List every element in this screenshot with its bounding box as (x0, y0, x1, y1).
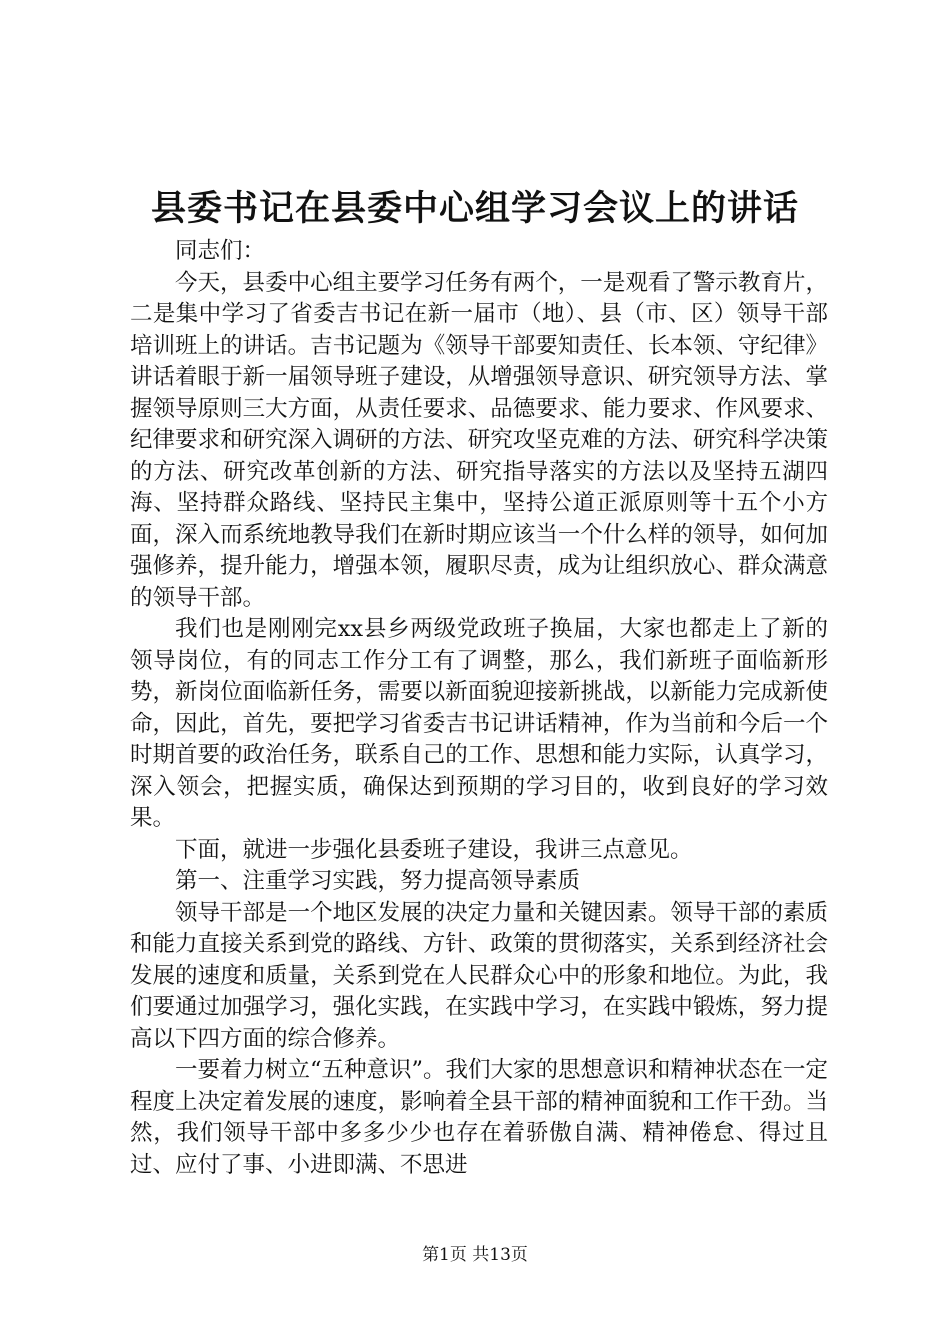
paragraph: 下面，就进一步强化县委班子建设，我讲三点意见。 (175, 836, 693, 863)
document-title: 县委书记在县委中心组学习会议上的讲话 (150, 188, 799, 229)
section-heading: 第一、注重学习实践，努力提高领导素质 (175, 868, 581, 894)
paragraph: 一要着力树立“五种意识”。我们大家的思想意识和精神状态在一定程度上决定着发展的速度，影响着全县干部的精神面貌和工作干劲。当然，我们领导干部中多多少少也存在着骄傲自满、精神倦怠、得过且过、应付了事、小进即满、不思进 (130, 1057, 829, 1178)
salutation: 同志们： (175, 238, 266, 264)
document-body (130, 236, 828, 1181)
paragraph: 我们也是刚刚完xx县乡两级党政班子换届，大家也都走上了新的领导岗位，有的同志工作分工有了调整，那么，我们新班子面临新形势，新岗位面临新任务，需要以新面貌迎接新挑战，以新能力完成新使命，因此，首先，要把学习省委吉书记讲话精神，作为当前和今后一个时期首要的政治任务，联系自己的工作、思想和能力实际，认真学习，深入领会，把握实质，确保达到预期的学习目的，收到良好的学习效果。 (130, 616, 828, 831)
paragraph: 今天，县委中心组主要学习任务有两个，一是观看了警示教育片，二是集中学习了省委吉书记在新一届市（地）、县（市、区）领导干部培训班上的讲话。吉书记题为《领导干部要知责任、长本领、守纪律》讲话着眼于新一届领导班子建设，从增强领导意识、研究领导方法、掌握领导原则三大方面，从责任要求、品德要求、能力要求、作风要求、纪律要求和研究深入调研的方法、研究攻坚克难的方法、研究科学决策的方法、研究改革创新的方法、研究指导落实的方法以及坚持五湖四海、坚持群众路线、坚持民主集中，坚持公道正派原则等十五个小方面，深入而系统地教导我们在新时期应该当一个什么样的领导，如何加强修养，提升能力，增强本领，履职尽责，成为让组织放心、群众满意的领导干部。 (130, 269, 828, 611)
paragraph: 领导干部是一个地区发展的决定力量和关键因素。领导干部的素质和能力直接关系到党的路线、方针、政策的贯彻落实，关系到经济社会发展的速度和质量，关系到党在人民群众心中的形象和地位。为此，我们要通过加强学习，强化实践，在实践中学习，在实践中锻炼，努力提高以下四方面的综合修养。 (130, 899, 828, 1052)
page-footer: 第1页 共13页 (422, 1245, 528, 1265)
